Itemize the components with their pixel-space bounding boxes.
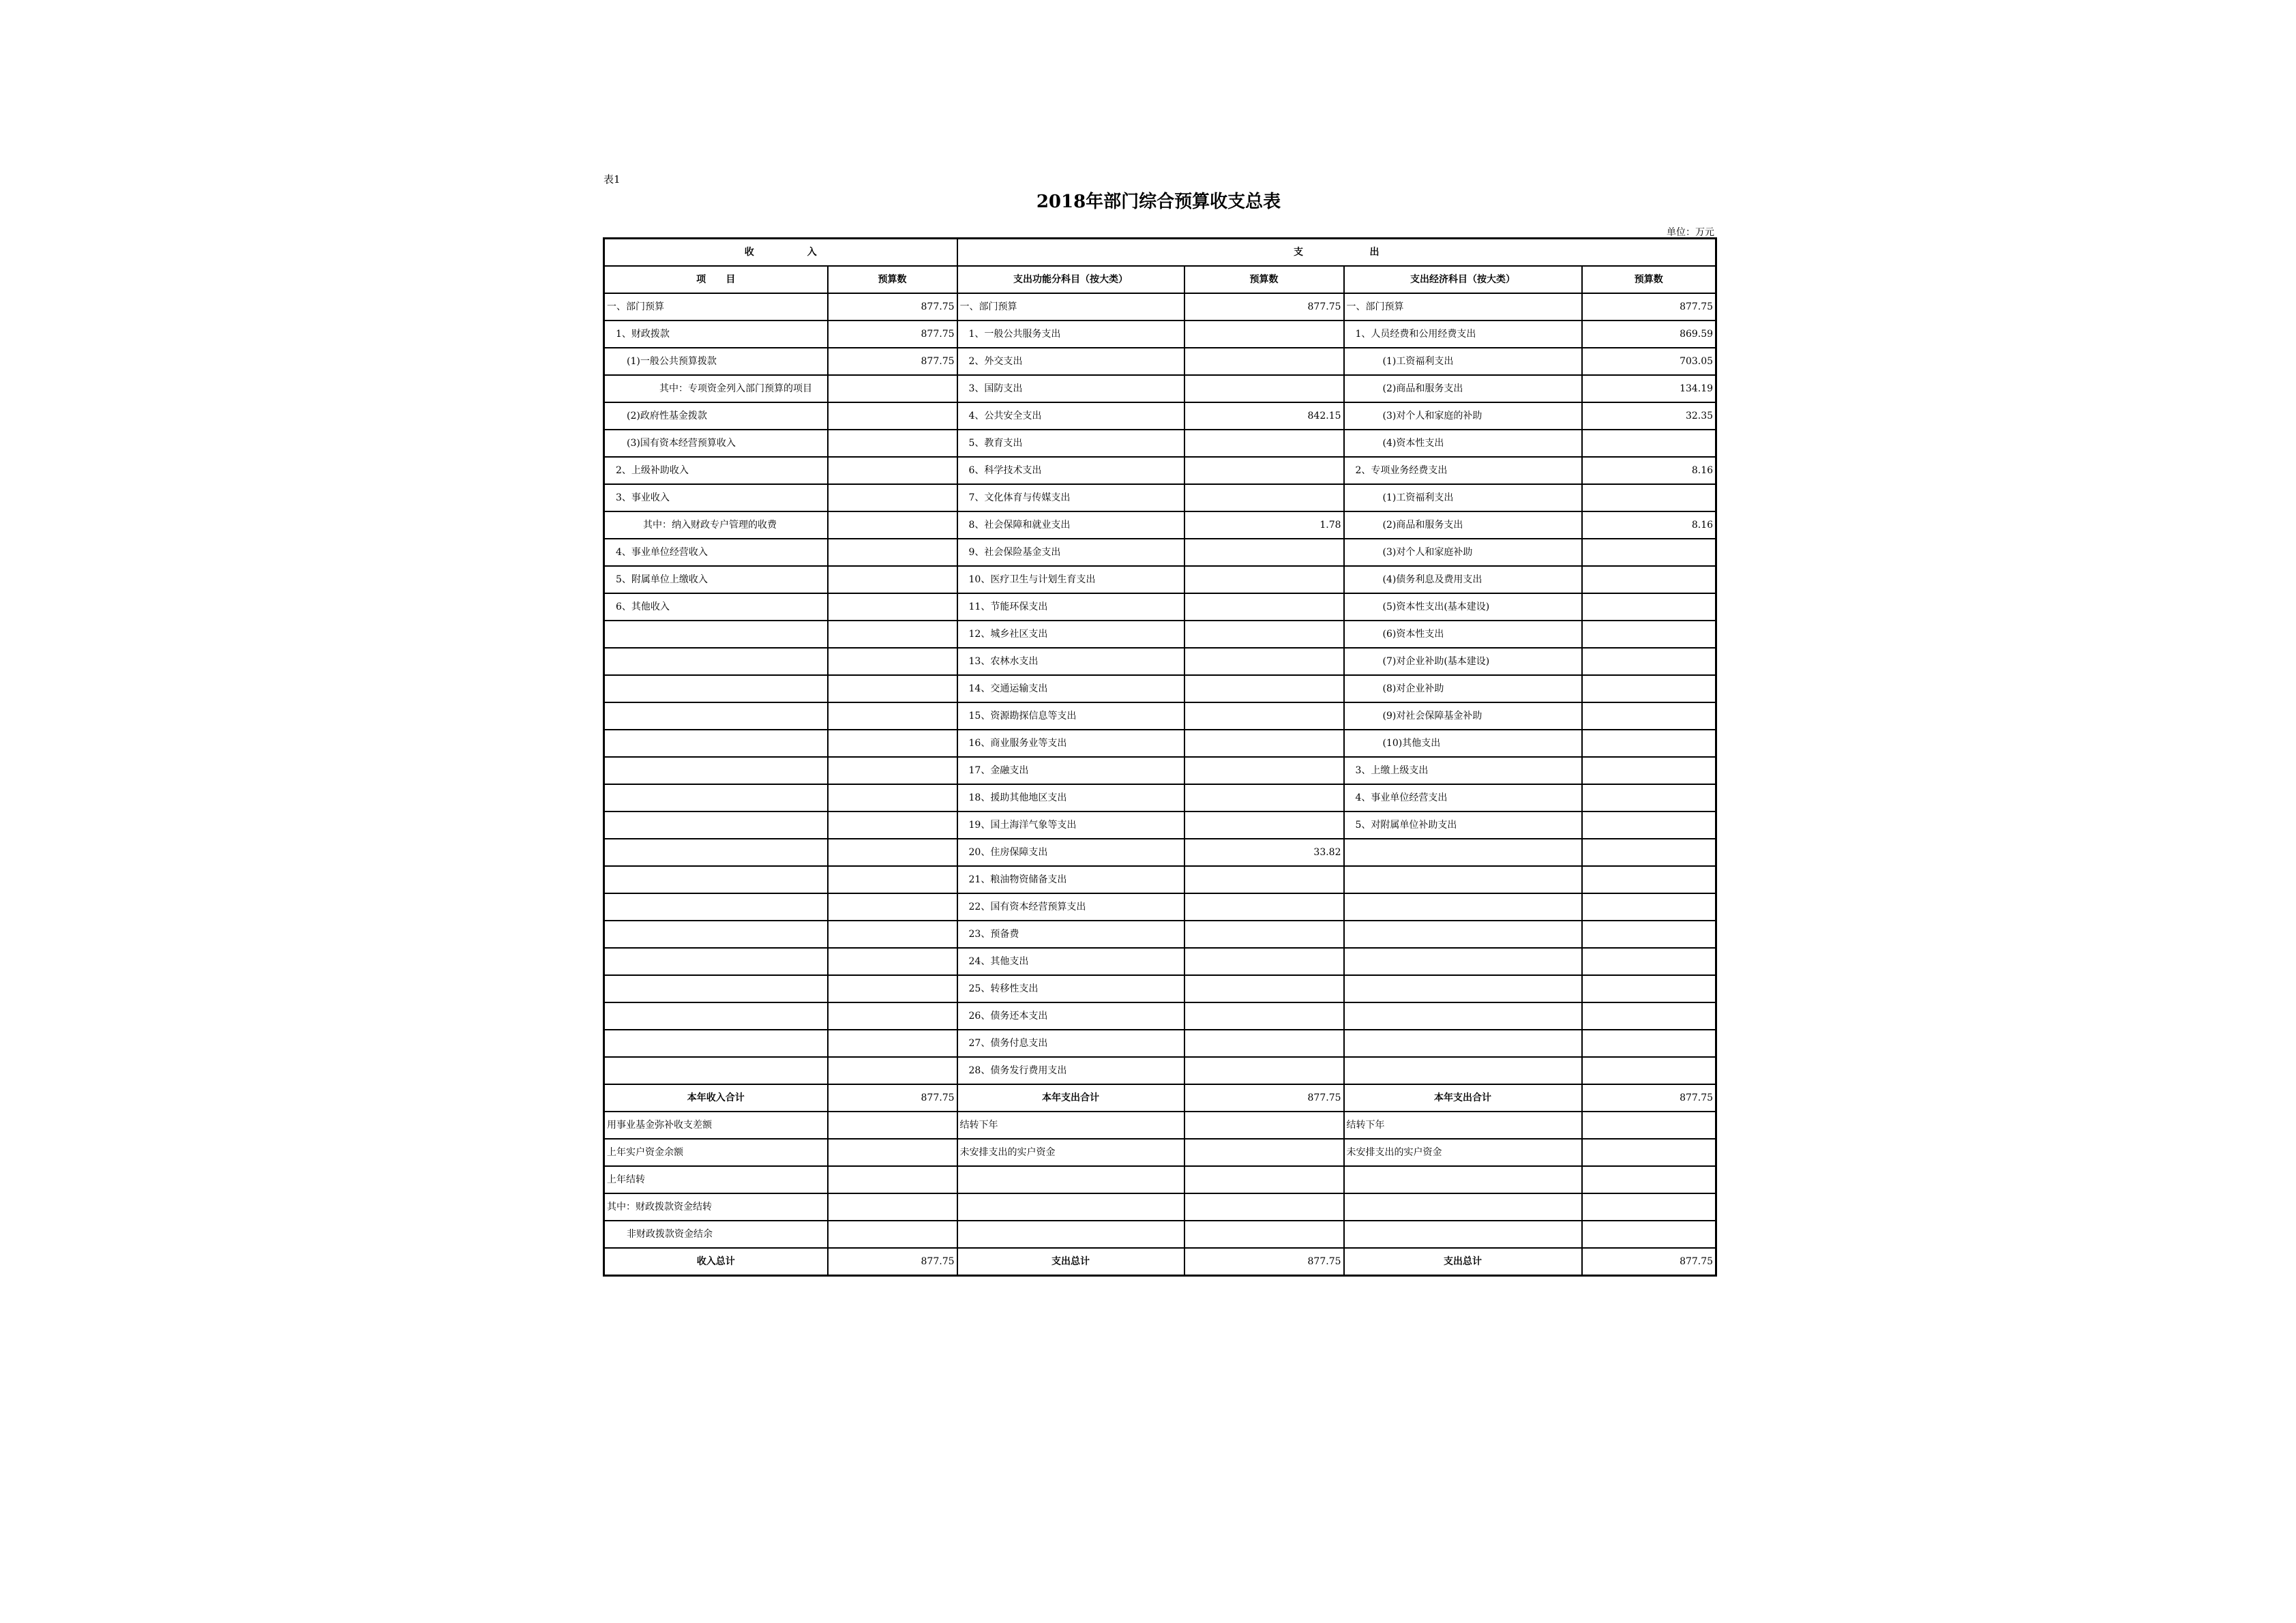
func-item-cell (957, 1221, 1184, 1248)
table-row (604, 893, 1716, 921)
econ-item-cell: (3)对个人和家庭的补助 (1344, 402, 1582, 430)
econ-amount-cell (1582, 839, 1716, 866)
func-amount-cell (1184, 975, 1344, 1002)
income-item-cell (604, 784, 828, 812)
func-amount-cell: 877.75 (1184, 1248, 1344, 1276)
income-item-cell: 其中：财政拨款资金结转 (604, 1193, 828, 1221)
income-amount-cell (828, 1002, 957, 1030)
func-item-cell: 结转下年 (957, 1112, 1184, 1139)
table-row (604, 730, 1716, 757)
econ-amount-cell (1582, 1166, 1716, 1193)
income-amount-cell (828, 484, 957, 511)
econ-amount-cell (1582, 975, 1716, 1002)
econ-item-cell: 支出总计 (1344, 1248, 1582, 1276)
func-item-cell: 25、转移性支出 (957, 975, 1184, 1002)
unit-label: 单位：万元 (1667, 227, 1714, 238)
income-item-cell (604, 702, 828, 730)
econ-item-cell: (1)工资福利支出 (1344, 484, 1582, 511)
table-row (604, 1139, 1716, 1166)
econ-item-cell: 未安排支出的实户资金 (1344, 1139, 1582, 1166)
func-amount-cell (1184, 1057, 1344, 1084)
func-item-cell: 18、援助其他地区支出 (957, 784, 1184, 812)
econ-item-cell (1344, 1030, 1582, 1057)
econ-item-cell: 2、专项业务经费支出 (1344, 457, 1582, 484)
econ-amount-cell (1582, 893, 1716, 921)
header-econ-amount: 预算数 (1582, 266, 1716, 293)
header-income-amount: 预算数 (828, 266, 957, 293)
func-item-cell: 3、国防支出 (957, 375, 1184, 402)
econ-item-cell (1344, 975, 1582, 1002)
func-amount-cell (1184, 375, 1344, 402)
func-amount-cell (1184, 812, 1344, 839)
section-header-row (604, 239, 1716, 267)
income-amount-cell (828, 621, 957, 648)
func-item-cell: 8、社会保障和就业支出 (957, 511, 1184, 539)
table-row (604, 1248, 1716, 1276)
econ-item-cell: (5)资本性支出(基本建设) (1344, 593, 1582, 621)
econ-amount-cell: 877.75 (1582, 1084, 1716, 1112)
income-item-cell: (1)一般公共预算拨款 (604, 348, 828, 375)
econ-amount-cell (1582, 566, 1716, 593)
func-item-cell: 15、资源勘探信息等支出 (957, 702, 1184, 730)
econ-item-cell (1344, 866, 1582, 893)
income-amount-cell (828, 648, 957, 675)
header-income-item: 项 目 (604, 266, 828, 293)
func-amount-cell (1184, 1166, 1344, 1193)
econ-item-cell: 3、上缴上级支出 (1344, 757, 1582, 784)
econ-amount-cell (1582, 1139, 1716, 1166)
econ-amount-cell (1582, 921, 1716, 948)
func-item-cell: 2、外交支出 (957, 348, 1184, 375)
econ-item-cell (1344, 1057, 1582, 1084)
econ-item-cell: (6)资本性支出 (1344, 621, 1582, 648)
func-item-cell: 本年支出合计 (957, 1084, 1184, 1112)
func-item-cell: 5、教育支出 (957, 430, 1184, 457)
income-amount-cell (828, 1166, 957, 1193)
table-row (604, 321, 1716, 348)
income-item-cell: 非财政拨款资金结余 (604, 1221, 828, 1248)
income-item-cell (604, 839, 828, 866)
table-row (604, 1166, 1716, 1193)
func-amount-cell (1184, 1030, 1344, 1057)
econ-amount-cell: 32.35 (1582, 402, 1716, 430)
econ-amount-cell (1582, 621, 1716, 648)
income-item-cell (604, 812, 828, 839)
expenditure-section-header: 支 出 (957, 239, 1716, 267)
econ-item-cell: 1、人员经费和公用经费支出 (1344, 321, 1582, 348)
func-amount-cell (1184, 621, 1344, 648)
income-amount-cell: 877.75 (828, 1084, 957, 1112)
income-amount-cell (828, 457, 957, 484)
func-amount-cell (1184, 593, 1344, 621)
func-amount-cell (1184, 730, 1344, 757)
econ-amount-cell (1582, 1112, 1716, 1139)
econ-item-cell (1344, 921, 1582, 948)
income-amount-cell (828, 430, 957, 457)
func-item-cell: 28、债务发行费用支出 (957, 1057, 1184, 1084)
table-row (604, 975, 1716, 1002)
econ-item-cell: (8)对企业补助 (1344, 675, 1582, 702)
income-amount-cell (828, 757, 957, 784)
income-amount-cell (828, 1139, 957, 1166)
income-amount-cell (828, 1193, 957, 1221)
table-row (604, 511, 1716, 539)
func-item-cell: 11、节能环保支出 (957, 593, 1184, 621)
func-item-cell: 1、一般公共服务支出 (957, 321, 1184, 348)
econ-amount-cell (1582, 948, 1716, 975)
income-item-cell (604, 1030, 828, 1057)
income-item-cell (604, 675, 828, 702)
income-item-cell: 上年结转 (604, 1166, 828, 1193)
econ-amount-cell (1582, 702, 1716, 730)
econ-amount-cell: 877.75 (1582, 1248, 1716, 1276)
func-amount-cell (1184, 1139, 1344, 1166)
table-row (604, 1221, 1716, 1248)
income-amount-cell (828, 921, 957, 948)
income-item-cell (604, 921, 828, 948)
func-item-cell: 27、债务付息支出 (957, 1030, 1184, 1057)
func-amount-cell: 33.82 (1184, 839, 1344, 866)
func-amount-cell (1184, 1193, 1344, 1221)
income-amount-cell (828, 1221, 957, 1248)
income-item-cell: 一、部门预算 (604, 293, 828, 321)
func-amount-cell: 877.75 (1184, 293, 1344, 321)
table-row (604, 430, 1716, 457)
income-item-cell (604, 1057, 828, 1084)
econ-item-cell: (4)债务利息及费用支出 (1344, 566, 1582, 593)
table-row (604, 402, 1716, 430)
income-item-cell: 其中：专项资金列入部门预算的项目 (604, 375, 828, 402)
income-item-cell (604, 866, 828, 893)
table-row (604, 539, 1716, 566)
func-amount-cell (1184, 321, 1344, 348)
econ-item-cell (1344, 839, 1582, 866)
income-item-cell: 6、其他收入 (604, 593, 828, 621)
econ-amount-cell: 703.05 (1582, 348, 1716, 375)
income-amount-cell (828, 375, 957, 402)
table-row (604, 484, 1716, 511)
table-row (604, 457, 1716, 484)
income-amount-cell (828, 866, 957, 893)
income-item-cell (604, 648, 828, 675)
func-item-cell: 14、交通运输支出 (957, 675, 1184, 702)
income-item-cell: 收入总计 (604, 1248, 828, 1276)
income-amount-cell: 877.75 (828, 293, 957, 321)
econ-amount-cell (1582, 484, 1716, 511)
func-amount-cell (1184, 893, 1344, 921)
func-item-cell: 4、公共安全支出 (957, 402, 1184, 430)
econ-item-cell (1344, 1166, 1582, 1193)
func-item-cell: 12、城乡社区支出 (957, 621, 1184, 648)
income-item-cell: 2、上级补助收入 (604, 457, 828, 484)
econ-item-cell: 4、事业单位经营支出 (1344, 784, 1582, 812)
income-amount-cell (828, 1057, 957, 1084)
income-amount-cell (828, 784, 957, 812)
header-func-item: 支出功能分科目（按大类） (957, 266, 1184, 293)
func-item-cell: 20、住房保障支出 (957, 839, 1184, 866)
econ-item-cell (1344, 1221, 1582, 1248)
income-amount-cell (828, 948, 957, 975)
econ-item-cell: 本年支出合计 (1344, 1084, 1582, 1112)
income-item-cell (604, 621, 828, 648)
func-amount-cell (1184, 539, 1344, 566)
income-amount-cell (828, 1030, 957, 1057)
func-item-cell: 13、农林水支出 (957, 648, 1184, 675)
econ-amount-cell: 8.16 (1582, 457, 1716, 484)
func-amount-cell (1184, 866, 1344, 893)
econ-item-cell (1344, 893, 1582, 921)
func-amount-cell (1184, 484, 1344, 511)
table-row (604, 812, 1716, 839)
table-row (604, 648, 1716, 675)
econ-amount-cell (1582, 1030, 1716, 1057)
func-amount-cell (1184, 1002, 1344, 1030)
econ-amount-cell: 8.16 (1582, 511, 1716, 539)
income-item-cell (604, 948, 828, 975)
income-item-cell: 其中：纳入财政专户管理的收费 (604, 511, 828, 539)
econ-amount-cell (1582, 539, 1716, 566)
func-amount-cell (1184, 648, 1344, 675)
income-amount-cell (828, 511, 957, 539)
header-econ-item: 支出经济科目（按大类） (1344, 266, 1582, 293)
econ-item-cell: (1)工资福利支出 (1344, 348, 1582, 375)
income-item-cell: 1、财政拨款 (604, 321, 828, 348)
table-row (604, 948, 1716, 975)
income-amount-cell (828, 593, 957, 621)
func-item-cell: 17、金融支出 (957, 757, 1184, 784)
econ-amount-cell (1582, 784, 1716, 812)
income-item-cell: 本年收入合计 (604, 1084, 828, 1112)
income-item-cell (604, 1002, 828, 1030)
table-row (604, 1002, 1716, 1030)
func-item-cell: 未安排支出的实户资金 (957, 1139, 1184, 1166)
income-amount-cell (828, 812, 957, 839)
income-item-cell: (2)政府性基金拨款 (604, 402, 828, 430)
income-item-cell (604, 757, 828, 784)
func-item-cell: 24、其他支出 (957, 948, 1184, 975)
func-amount-cell (1184, 348, 1344, 375)
econ-item-cell: (7)对企业补助(基本建设) (1344, 648, 1582, 675)
econ-item-cell (1344, 1193, 1582, 1221)
econ-amount-cell (1582, 593, 1716, 621)
func-item-cell: 26、债务还本支出 (957, 1002, 1184, 1030)
func-amount-cell: 877.75 (1184, 1084, 1344, 1112)
econ-item-cell: (9)对社会保障基金补助 (1344, 702, 1582, 730)
table-row (604, 1112, 1716, 1139)
table-row (604, 921, 1716, 948)
econ-amount-cell (1582, 1221, 1716, 1248)
budget-summary-table (603, 237, 1717, 1277)
table-row (604, 784, 1716, 812)
func-amount-cell (1184, 784, 1344, 812)
table-row (604, 839, 1716, 866)
income-item-cell (604, 730, 828, 757)
func-item-cell: 一、部门预算 (957, 293, 1184, 321)
income-amount-cell: 877.75 (828, 321, 957, 348)
table-row (604, 757, 1716, 784)
econ-amount-cell (1582, 757, 1716, 784)
table-row (604, 675, 1716, 702)
func-item-cell: 23、预备费 (957, 921, 1184, 948)
func-item-cell: 9、社会保险基金支出 (957, 539, 1184, 566)
table-row (604, 1084, 1716, 1112)
income-item-cell: 上年实户资金余额 (604, 1139, 828, 1166)
table-row (604, 566, 1716, 593)
table-row (604, 1193, 1716, 1221)
func-amount-cell (1184, 430, 1344, 457)
econ-amount-cell: 869.59 (1582, 321, 1716, 348)
econ-amount-cell: 134.19 (1582, 375, 1716, 402)
table-row (604, 866, 1716, 893)
income-section-header: 收 入 (604, 239, 957, 267)
table-row (604, 375, 1716, 402)
income-item-cell (604, 893, 828, 921)
table-row (604, 1030, 1716, 1057)
econ-amount-cell (1582, 648, 1716, 675)
func-amount-cell (1184, 675, 1344, 702)
func-amount-cell (1184, 566, 1344, 593)
income-amount-cell (828, 839, 957, 866)
func-item-cell: 16、商业服务业等支出 (957, 730, 1184, 757)
econ-item-cell: (2)商品和服务支出 (1344, 511, 1582, 539)
econ-item-cell: 结转下年 (1344, 1112, 1582, 1139)
func-item-cell: 22、国有资本经营预算支出 (957, 893, 1184, 921)
econ-amount-cell (1582, 675, 1716, 702)
table-row (604, 348, 1716, 375)
func-amount-cell (1184, 948, 1344, 975)
func-amount-cell (1184, 1112, 1344, 1139)
table-number-label: 表1 (603, 173, 621, 185)
income-amount-cell (828, 402, 957, 430)
income-amount-cell (828, 893, 957, 921)
func-amount-cell: 1.78 (1184, 511, 1344, 539)
income-item-cell: 3、事业收入 (604, 484, 828, 511)
econ-item-cell: (3)对个人和家庭补助 (1344, 539, 1582, 566)
func-amount-cell (1184, 457, 1344, 484)
column-header-row (604, 266, 1716, 293)
income-amount-cell (828, 702, 957, 730)
table-row (604, 293, 1716, 321)
econ-amount-cell (1582, 730, 1716, 757)
func-item-cell: 10、医疗卫生与计划生育支出 (957, 566, 1184, 593)
income-amount-cell (828, 975, 957, 1002)
econ-item-cell: (4)资本性支出 (1344, 430, 1582, 457)
func-item-cell: 支出总计 (957, 1248, 1184, 1276)
header-func-amount: 预算数 (1184, 266, 1344, 293)
income-item-cell: (3)国有资本经营预算收入 (604, 430, 828, 457)
income-amount-cell (828, 539, 957, 566)
page-title: 2018年部门综合预算收支总表 (1036, 192, 1281, 212)
income-item-cell: 4、事业单位经营收入 (604, 539, 828, 566)
econ-item-cell: (10)其他支出 (1344, 730, 1582, 757)
income-amount-cell: 877.75 (828, 1248, 957, 1276)
table-row (604, 702, 1716, 730)
econ-item-cell: 一、部门预算 (1344, 293, 1582, 321)
table-row (604, 621, 1716, 648)
econ-amount-cell (1582, 1002, 1716, 1030)
func-amount-cell (1184, 757, 1344, 784)
econ-amount-cell (1582, 430, 1716, 457)
func-item-cell (957, 1193, 1184, 1221)
econ-amount-cell (1582, 1057, 1716, 1084)
func-item-cell: 6、科学技术支出 (957, 457, 1184, 484)
func-item-cell: 7、文化体育与传媒支出 (957, 484, 1184, 511)
func-item-cell (957, 1166, 1184, 1193)
econ-amount-cell (1582, 1193, 1716, 1221)
func-item-cell: 21、粮油物资储备支出 (957, 866, 1184, 893)
income-item-cell (604, 975, 828, 1002)
income-amount-cell (828, 675, 957, 702)
table-row (604, 1057, 1716, 1084)
econ-item-cell: 5、对附属单位补助支出 (1344, 812, 1582, 839)
func-amount-cell: 842.15 (1184, 402, 1344, 430)
income-amount-cell (828, 1112, 957, 1139)
income-item-cell: 用事业基金弥补收支差额 (604, 1112, 828, 1139)
econ-amount-cell: 877.75 (1582, 293, 1716, 321)
func-amount-cell (1184, 702, 1344, 730)
table-row (604, 593, 1716, 621)
func-amount-cell (1184, 1221, 1344, 1248)
income-amount-cell (828, 730, 957, 757)
econ-item-cell (1344, 948, 1582, 975)
econ-item-cell: (2)商品和服务支出 (1344, 375, 1582, 402)
econ-amount-cell (1582, 866, 1716, 893)
income-amount-cell (828, 566, 957, 593)
econ-amount-cell (1582, 812, 1716, 839)
income-amount-cell: 877.75 (828, 348, 957, 375)
econ-item-cell (1344, 1002, 1582, 1030)
func-amount-cell (1184, 921, 1344, 948)
income-item-cell: 5、附属单位上缴收入 (604, 566, 828, 593)
func-item-cell: 19、国土海洋气象等支出 (957, 812, 1184, 839)
